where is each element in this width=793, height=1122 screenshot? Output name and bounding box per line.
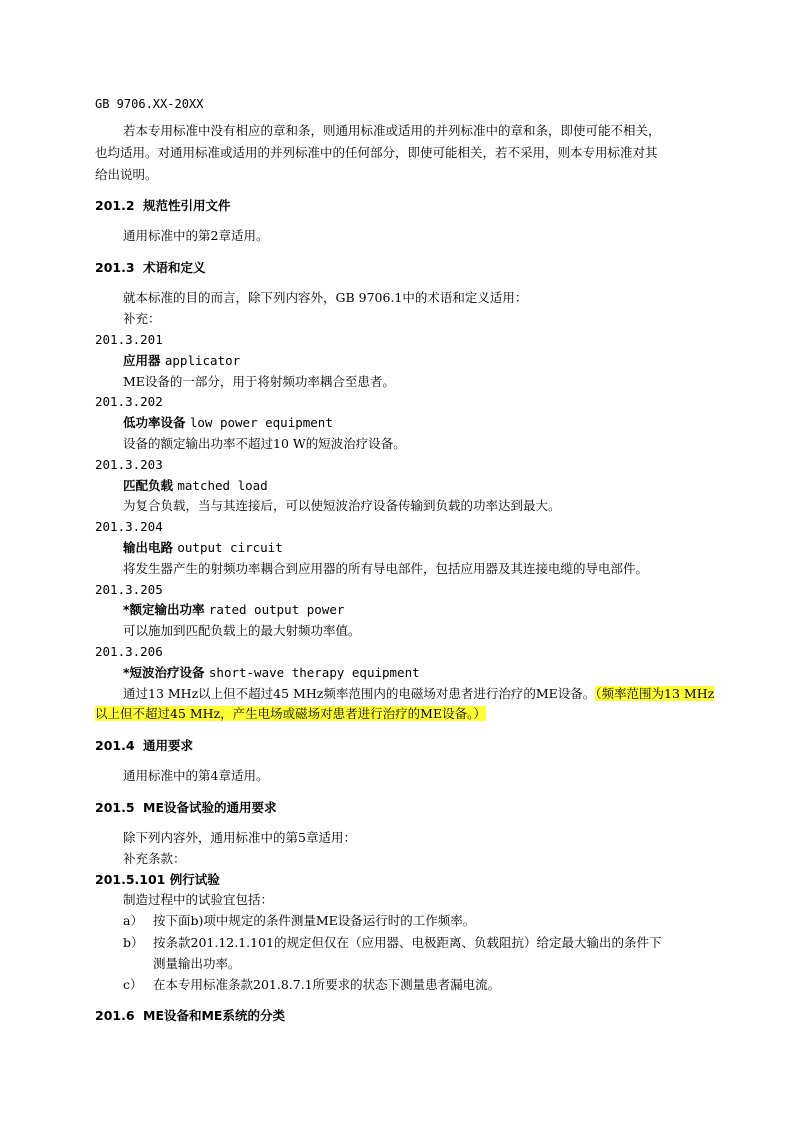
section-number: 201.4	[95, 738, 135, 753]
term-definition-continued	[95, 706, 486, 722]
term-title-zh: *额定输出功率	[123, 602, 205, 617]
list-marker: a）	[123, 913, 143, 928]
subsection-number: 201.5.101	[95, 872, 166, 887]
highlighted-note: 以上但不超过45 MHz，产生电场或磁场对患者进行治疗的ME设备。）	[95, 706, 486, 721]
intro-line-3: 给出说明。	[95, 167, 158, 182]
subsection-heading	[95, 872, 220, 888]
term-title-zh: 输出电路	[123, 540, 174, 555]
paragraph: 补充：	[123, 311, 161, 326]
term-definition	[123, 686, 714, 702]
term-definition: 设备的额定输出功率不超过10 W的短波治疗设备。	[123, 436, 406, 451]
section-heading-201-6	[95, 1008, 285, 1024]
term-definition: 为复合负载，当与其连接后，可以使短波治疗设备传输到负载的功率达到最大。	[123, 498, 561, 513]
section-title: 术语和定义	[143, 260, 206, 275]
subsection-title: 例行试验	[169, 872, 220, 887]
term-number: 201.3.204	[95, 519, 163, 534]
term-definition: 可以施加到匹配负载上的最大射频功率值。	[123, 623, 361, 638]
section-heading-201-2	[95, 198, 231, 214]
list-text: 按下面b)项中规定的条件测量ME设备运行时的工作频率。	[153, 913, 476, 928]
term-title-en: output circuit	[177, 540, 283, 555]
term-title	[123, 478, 268, 494]
section-heading-201-4	[95, 738, 193, 754]
term-number: 201.3.202	[95, 394, 163, 409]
section-title: 规范性引用文件	[143, 198, 231, 213]
term-number: 201.3.205	[95, 582, 163, 597]
term-definition: 将发生器产生的射频功率耦合到应用器的所有导电部件，包括应用器及其连接电缆的导电部件。	[123, 561, 649, 576]
section-number: 201.3	[95, 260, 135, 275]
term-title-en: rated output power	[208, 602, 345, 617]
definition-text: 通过13 MHz以上但不超过45 MHz频率范围内的电磁场对患者进行治疗的ME设备。	[123, 686, 596, 701]
intro-line-1: 若本专用标准中没有相应的章和条，则通用标准或适用的并列标准中的章和条，即使可能不相关，	[123, 123, 661, 138]
term-definition: ME设备的一部分，用于将射频功率耦合至患者。	[123, 374, 395, 389]
term-title	[123, 415, 333, 431]
section-number: 201.2	[95, 198, 135, 213]
term-title-en: matched load	[177, 478, 268, 493]
term-number: 201.3.206	[95, 644, 163, 659]
paragraph: 制造过程中的试验宜包括：	[123, 892, 274, 907]
section-number: 201.6	[95, 1008, 135, 1023]
intro-line-2: 也均适用。对通用标准或适用的并列标准中的任何部分，即使可能相关，若不采用，则本专用标准对其	[95, 145, 658, 160]
highlighted-note: （频率范围为13 MHz	[595, 686, 715, 701]
term-title	[123, 602, 344, 618]
paragraph: 补充条款：	[123, 851, 186, 866]
list-item-b	[123, 935, 662, 951]
list-item-a	[123, 913, 475, 929]
term-title-zh: *短波治疗设备	[123, 665, 205, 680]
section-heading-201-3	[95, 260, 206, 276]
term-title	[123, 540, 283, 556]
list-text: 在本专用标准条款201.8.7.1所要求的状态下测量患者漏电流。	[153, 977, 501, 992]
list-item-c	[123, 977, 500, 993]
section-number: 201.5	[95, 800, 135, 815]
list-item-b-continued: 测量输出功率。	[153, 956, 241, 971]
paragraph: 通用标准中的第2章适用。	[123, 228, 269, 243]
term-title	[123, 353, 240, 369]
term-title-zh: 应用器	[123, 353, 161, 368]
list-marker: b）	[123, 935, 144, 950]
paragraph: 除下列内容外，通用标准中的第5章适用：	[123, 830, 356, 845]
section-title: ME设备试验的通用要求	[143, 800, 277, 815]
list-marker: c）	[123, 977, 143, 992]
paragraph: 通用标准中的第4章适用。	[123, 768, 269, 783]
list-text: 按条款201.12.1.101的规定但仅在（应用器、电极距离、负载阻抗）给定最大输出的条件下	[153, 935, 662, 950]
section-title: ME设备和ME系统的分类	[143, 1008, 285, 1023]
term-title-zh: 低功率设备	[123, 415, 186, 430]
section-title: 通用要求	[143, 738, 194, 753]
term-number: 201.3.201	[95, 332, 163, 347]
term-title-en: short-wave therapy equipment	[208, 665, 420, 680]
term-number: 201.3.203	[95, 457, 163, 472]
term-title-en: low power equipment	[189, 415, 333, 430]
term-title-zh: 匹配负载	[123, 478, 174, 493]
section-heading-201-5	[95, 800, 276, 816]
page-header: GB 9706.XX-20XX	[95, 97, 204, 111]
term-title-en: applicator	[164, 353, 241, 368]
paragraph: 就本标准的目的而言，除下列内容外，GB 9706.1中的术语和定义适用：	[123, 290, 528, 305]
term-title	[123, 665, 420, 681]
